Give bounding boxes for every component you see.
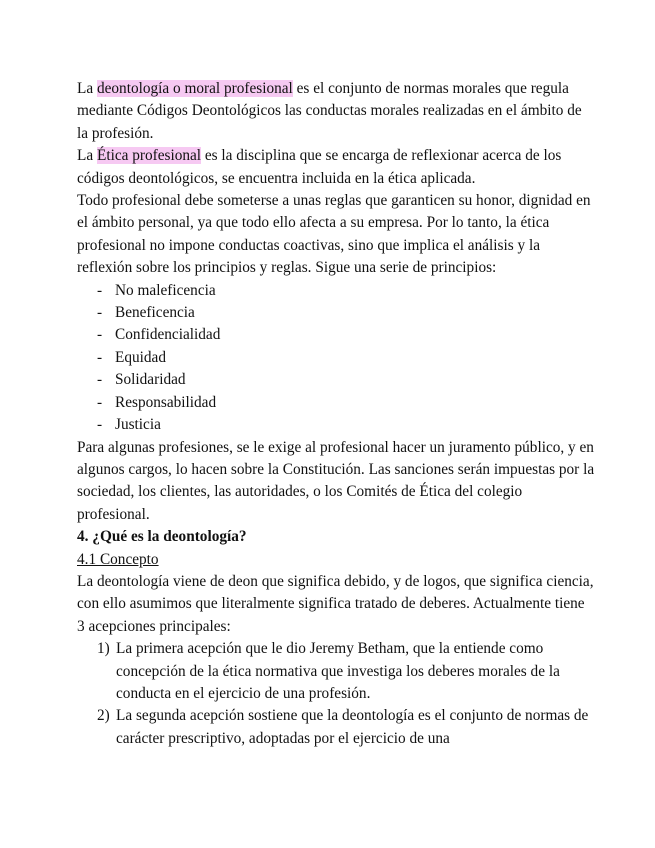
highlighted-term-etica-profesional: Ética profesional: [96, 147, 202, 165]
p1-rest: es el conjunto de normas morales que regula mediante Códigos Deontológicos las conductas morales realizadas en el ámbito de la profesión.: [77, 80, 582, 142]
paragraph-principios-intro: Todo profesional debe someterse a unas reglas que garanticen su honor, dignidad en el ámbito personal, ya que todo ello afecta a su empresa. Por lo tanto, la ética profesional no impone conductas coactivas, sino que implica el análisis y la reflexión sobre los principios y reglas. Sigue una serie de principios:: [77, 192, 591, 277]
principles-list: [77, 280, 595, 437]
list-item-text: La primera acepción que le dio Jeremy Betham, que la entiende como concepción de la ética normativa que investiga los deberes morales de la conducta en el ejercicio de una profesión.: [116, 640, 560, 702]
subsection-heading: 4.1 Concepto: [77, 550, 159, 568]
list-item-number: 1): [97, 640, 110, 658]
list-item: - Equidad: [97, 347, 595, 369]
p2-lead: La: [77, 147, 97, 165]
section-heading: 4. ¿Qué es la deontología?: [77, 528, 247, 546]
list-item: [77, 638, 595, 705]
list-item-number: 2): [97, 707, 110, 725]
p1-lead: La: [77, 80, 97, 97]
paragraph-etica-profesional: [77, 145, 595, 190]
paragraph-etimologia: La deontología viene de deon que significa debido, y de logos, que significa ciencia, con ello asumimos que literalmente significa tratado de deberes. Actualmente tiene 3 acepciones principales:: [77, 572, 594, 635]
list-item: - No maleficencia: [97, 280, 595, 302]
list-item: - Confidencialidad: [97, 324, 595, 346]
highlighted-term-deontologia: deontología o moral profesional: [96, 80, 293, 97]
acepciones-list: [77, 638, 595, 750]
list-item: [77, 705, 595, 750]
paragraph-juramento: Para algunas profesiones, se le exige al profesional hacer un juramento público, y en algunos cargos, lo hacen sobre la Constitución. Las sanciones serán impuestas por la sociedad, los clientes, las autoridades, o los Comités de Ética del colegio profesional.: [77, 438, 595, 523]
list-item: - Justicia: [97, 414, 595, 436]
paragraph-deontologia-definition: [77, 78, 595, 145]
list-item: - Beneficencia: [97, 302, 595, 324]
p2-rest: es la disciplina que se encarga de reflexionar acerca de los códigos deontológicos, se encuentra incluida en la ética aplicada.: [77, 147, 562, 187]
list-item-text: La segunda acepción sostiene que la deontología es el conjunto de normas de carácter prescriptivo, adoptadas por el ejercicio de una: [116, 707, 589, 747]
subsection-heading-wrapper: [77, 549, 595, 571]
list-item: - Solidaridad: [97, 369, 595, 391]
list-item: - Responsabilidad: [97, 392, 595, 414]
